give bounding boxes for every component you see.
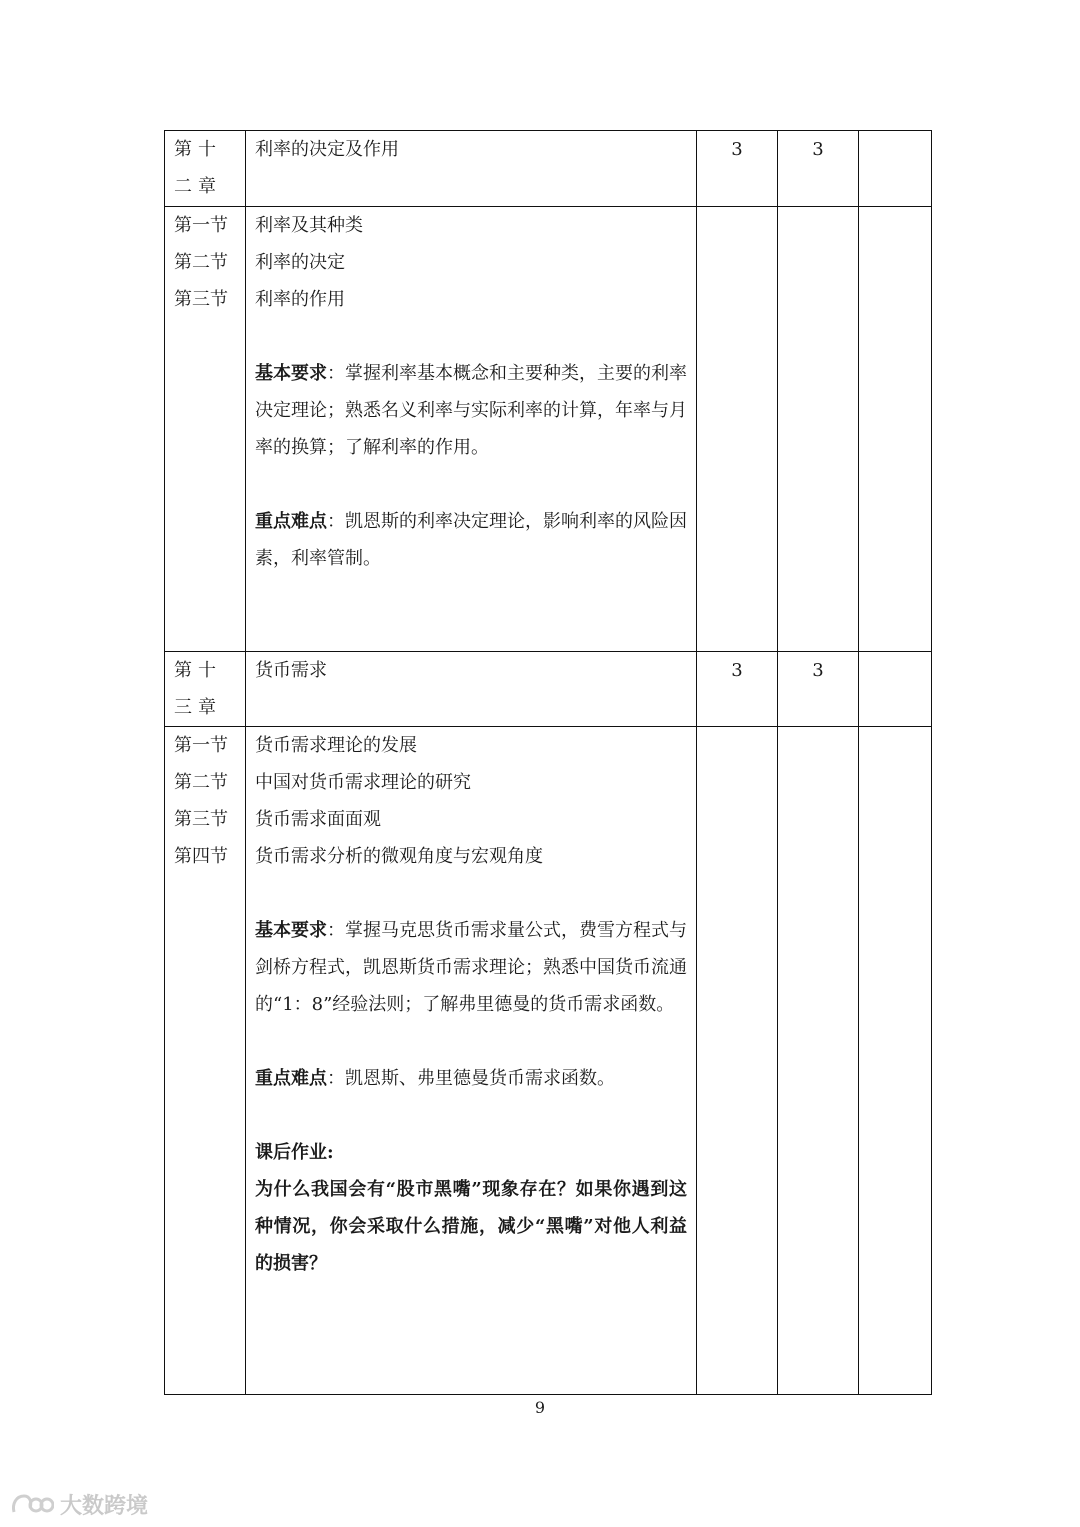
- keypoints-paragraph: [255, 1060, 687, 1097]
- hours-value: 3: [812, 139, 824, 160]
- syllabus-table: [164, 130, 932, 1395]
- hours-value: 3: [812, 660, 824, 681]
- empty-cell: [859, 727, 932, 1395]
- chapter-label-cell: [165, 131, 246, 207]
- section-title: 货币需求分析的微观角度与宏观角度: [255, 846, 543, 867]
- section-labels-cell: [165, 207, 246, 652]
- section-label: 第四节: [174, 846, 228, 867]
- section-title: 利率的作用: [255, 289, 345, 310]
- empty-cell: [859, 131, 932, 207]
- watermark-text: 大数跨境: [60, 1493, 149, 1519]
- requirements-text: ：掌握利率基本概念和主要种类，主要的利率决定理论；熟悉名义利率与实际利率的计算，年率与月率的换算；了解利率的作用。: [255, 363, 687, 458]
- chapter-title: 货币需求: [255, 660, 327, 681]
- chapter-title: 利率的决定及作用: [255, 139, 399, 160]
- chapter-label: 第十二章: [174, 139, 222, 197]
- section-content-cell: [246, 207, 697, 652]
- empty-cell: [859, 207, 932, 652]
- section-title: 中国对货币需求理论的研究: [255, 772, 471, 793]
- section-title: 利率的决定: [255, 252, 345, 273]
- watermark-logo-icon: [10, 1490, 54, 1518]
- section-label: 第三节: [174, 809, 228, 830]
- section-title: 利率及其种类: [255, 215, 363, 236]
- chapter-label-cell: [165, 652, 246, 727]
- section-label: 第二节: [174, 772, 228, 793]
- section-label: 第二节: [174, 252, 228, 273]
- section-label: 第一节: [174, 215, 228, 236]
- empty-cell: [697, 207, 778, 652]
- requirements-label: 基本要求: [255, 920, 327, 941]
- keypoints-paragraph: [255, 503, 687, 577]
- requirements-paragraph: [255, 912, 687, 1023]
- keypoints-label: 重点难点: [255, 511, 327, 532]
- requirements-text: ：掌握马克思货币需求量公式，费雪方程式与剑桥方程式，凯恩斯货币需求理论；熟悉中国货币流通的“1：8”经验法则；了解弗里德曼的货币需求函数。: [255, 920, 687, 1015]
- requirements-paragraph: [255, 355, 687, 466]
- empty-cell: [697, 727, 778, 1395]
- hours-cell: [697, 131, 778, 207]
- page-number: 9: [534, 1398, 546, 1417]
- keypoints-label: 重点难点: [255, 1068, 327, 1089]
- watermark: [10, 1487, 148, 1521]
- chapter-label: 第十三章: [174, 660, 222, 718]
- chapter-row: [165, 131, 932, 207]
- homework-label: 课后作业:: [255, 1142, 334, 1163]
- hours-value: 3: [731, 660, 743, 681]
- hours-value: 3: [731, 139, 743, 160]
- hours-cell: [778, 652, 859, 727]
- section-label: 第一节: [174, 735, 228, 756]
- keypoints-text: ：凯恩斯的利率决定理论，影响利率的风险因素，利率管制。: [255, 511, 687, 569]
- section-title: 货币需求理论的发展: [255, 735, 417, 756]
- empty-cell: [778, 727, 859, 1395]
- section-labels-cell: [165, 727, 246, 1395]
- chapter-detail-row: [165, 207, 932, 652]
- empty-cell: [859, 652, 932, 727]
- section-label: 第三节: [174, 289, 228, 310]
- empty-cell: [778, 207, 859, 652]
- hours-cell: [778, 131, 859, 207]
- homework-text: 为什么我国会有“股市黑嘴”现象存在？如果你遇到这种情况，你会采取什么措施，减少“黑嘴”对他人利益的损害？: [255, 1179, 687, 1274]
- chapter-title-cell: [246, 131, 697, 207]
- requirements-label: 基本要求: [255, 363, 327, 384]
- keypoints-text: ：凯恩斯、弗里德曼货币需求函数。: [327, 1068, 615, 1089]
- section-content-cell: [246, 727, 697, 1395]
- hours-cell: [697, 652, 778, 727]
- chapter-detail-row: [165, 727, 932, 1395]
- chapter-title-cell: [246, 652, 697, 727]
- section-title: 货币需求面面观: [255, 809, 381, 830]
- chapter-row: [165, 652, 932, 727]
